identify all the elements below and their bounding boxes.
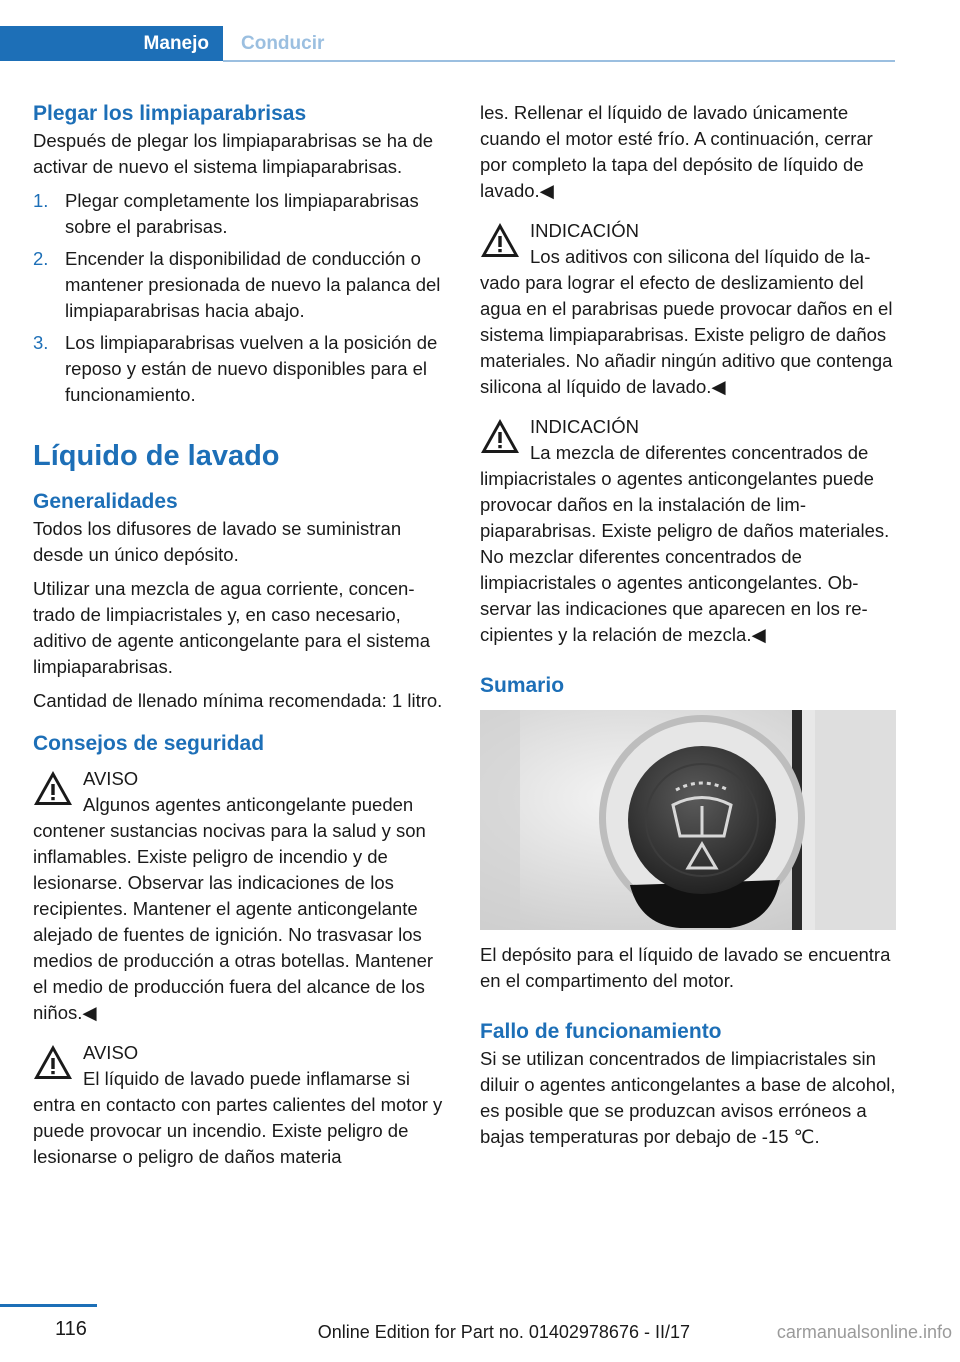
heading-sumario: Sumario <box>480 674 565 697</box>
warning-title: AVISO <box>83 1042 139 1063</box>
left-column <box>33 100 447 1178</box>
paragraph-sumario: El depósito para el líquido de lavado se encuentra en el compartimento del motor. <box>480 944 891 991</box>
washer-reservoir-photo <box>480 710 896 930</box>
note-body: La mezcla de diferentes concentrados de limpiacristales o agentes anticongelantes puede provocar daños en la instalación de limpiaparabrisas. Existe peligro de daños materiales. No mezclar diferentes concentrados de limpiacristales o agentes anticongelantes. Observar las indicaciones que aparecen en los recipientes y la relación de mezcla.◀ <box>480 442 890 645</box>
warning-body: Algunos agentes anticongelante pueden contener sustancias nocivas para la salud y son inflamables. Existe peligro de incendio y de lesionarse. Observar las indicaciones de los recipientes. Mantener el agente anticongelante alejado de fuentes de ignición. No trasvasar los medios de producción a otras botellas. Mantener el medio de producción fuera del alcance de los niños.◀ <box>33 794 434 1023</box>
heading-generalidades: Generalidades <box>33 490 178 513</box>
chapter-tabs <box>0 26 895 62</box>
list-item <box>33 246 447 324</box>
heading-liquido: Líquido de lavado <box>33 440 280 472</box>
paragraph-plegar: Después de plegar los limpiaparabrisas se ha de activar de nuevo el sistema limpiaparabrisas. <box>33 130 434 177</box>
watermark: carmanualsonline.info <box>776 1322 952 1342</box>
paragraph-gen-2: Utilizar una mezcla de agua corriente, concentrado de limpiacristales y, en caso necesario, aditivo de agente anticongelante para el sistema limpiaparabrisas. <box>33 578 430 677</box>
step-text: Los limpiaparabrisas vuelven a la posición de reposo y están de nuevo disponibles para el funcionamiento. <box>65 332 438 405</box>
step-number: 1. <box>33 190 49 211</box>
paragraph-fallo: Si se utilizan concentrados de limpiacristales sin diluir o agentes anticongelantes a base de alcohol, es posible que se produzcan avisos erróneos a bajas temperaturas por debajo de -15 ℃. <box>480 1048 896 1147</box>
list-item <box>33 330 447 408</box>
heading-plegar: Plegar los limpiaparabrisas <box>33 102 307 125</box>
warning-body: El líquido de lavado puede inflamarse si entra en contacto con partes calientes del motor y puede provocar un incendio. Existe peligro de lesionarse o peligro de daños materia <box>33 1068 443 1167</box>
edition-text: Online Edition for Part no. 01402978676 - II/17 <box>317 1322 690 1342</box>
note-body: Los aditivos con silicona del líquido de lavado para lograr el efecto de deslizamiento del agua en el parabrisas puede provocar daños en el sistema limpiaparabrisas. Existe peligro de daños materiales. No añadir ningún aditivo que contenga silicona al líquido de lavado.◀ <box>480 246 893 397</box>
tab-conducir[interactable]: Conducir <box>241 32 325 54</box>
list-item <box>33 188 447 240</box>
paragraph-continued: les. Rellenar el líquido de lavado únicamente cuando el motor esté frío. A continuación, cerrar por completo la tapa del depósito de líquido de lavado.◀ <box>480 102 873 201</box>
warning-triangle-icon <box>480 418 520 454</box>
warning-triangle-icon <box>480 222 520 258</box>
right-column <box>480 100 896 1158</box>
header-rule <box>223 60 895 62</box>
paragraph-gen-1: Todos los difusores de lavado se suministran desde un único depósito. <box>33 518 402 565</box>
step-text: Plegar completamente los limpiaparabrisas sobre el parabrisas. <box>65 190 419 237</box>
warning-title: AVISO <box>83 768 139 789</box>
steps-list <box>33 188 447 408</box>
note-block-2 <box>480 414 896 648</box>
step-text: Encender la disponibilidad de conducción o mantener presionada de nuevo la palanca del limpiaparabrisas hacia abajo. <box>65 248 441 321</box>
heading-fallo: Fallo de funcionamiento <box>480 1020 722 1043</box>
step-number: 2. <box>33 248 49 269</box>
warning-block-2 <box>33 1040 447 1170</box>
note-title: INDICACIÓN <box>530 416 639 437</box>
note-block-1 <box>480 218 896 400</box>
warning-triangle-icon <box>33 1044 73 1080</box>
note-title: INDICACIÓN <box>530 220 639 241</box>
footer-rule <box>0 1304 97 1307</box>
page-number: 116 <box>55 1318 87 1340</box>
warning-triangle-icon <box>33 770 73 806</box>
heading-consejos: Consejos de seguridad <box>33 732 265 755</box>
tab-manejo[interactable]: Manejo <box>0 26 223 61</box>
warning-block-1 <box>33 766 447 1026</box>
paragraph-gen-3: Cantidad de llenado mínima recomendada: 1 litro. <box>33 690 443 711</box>
step-number: 3. <box>33 332 49 353</box>
